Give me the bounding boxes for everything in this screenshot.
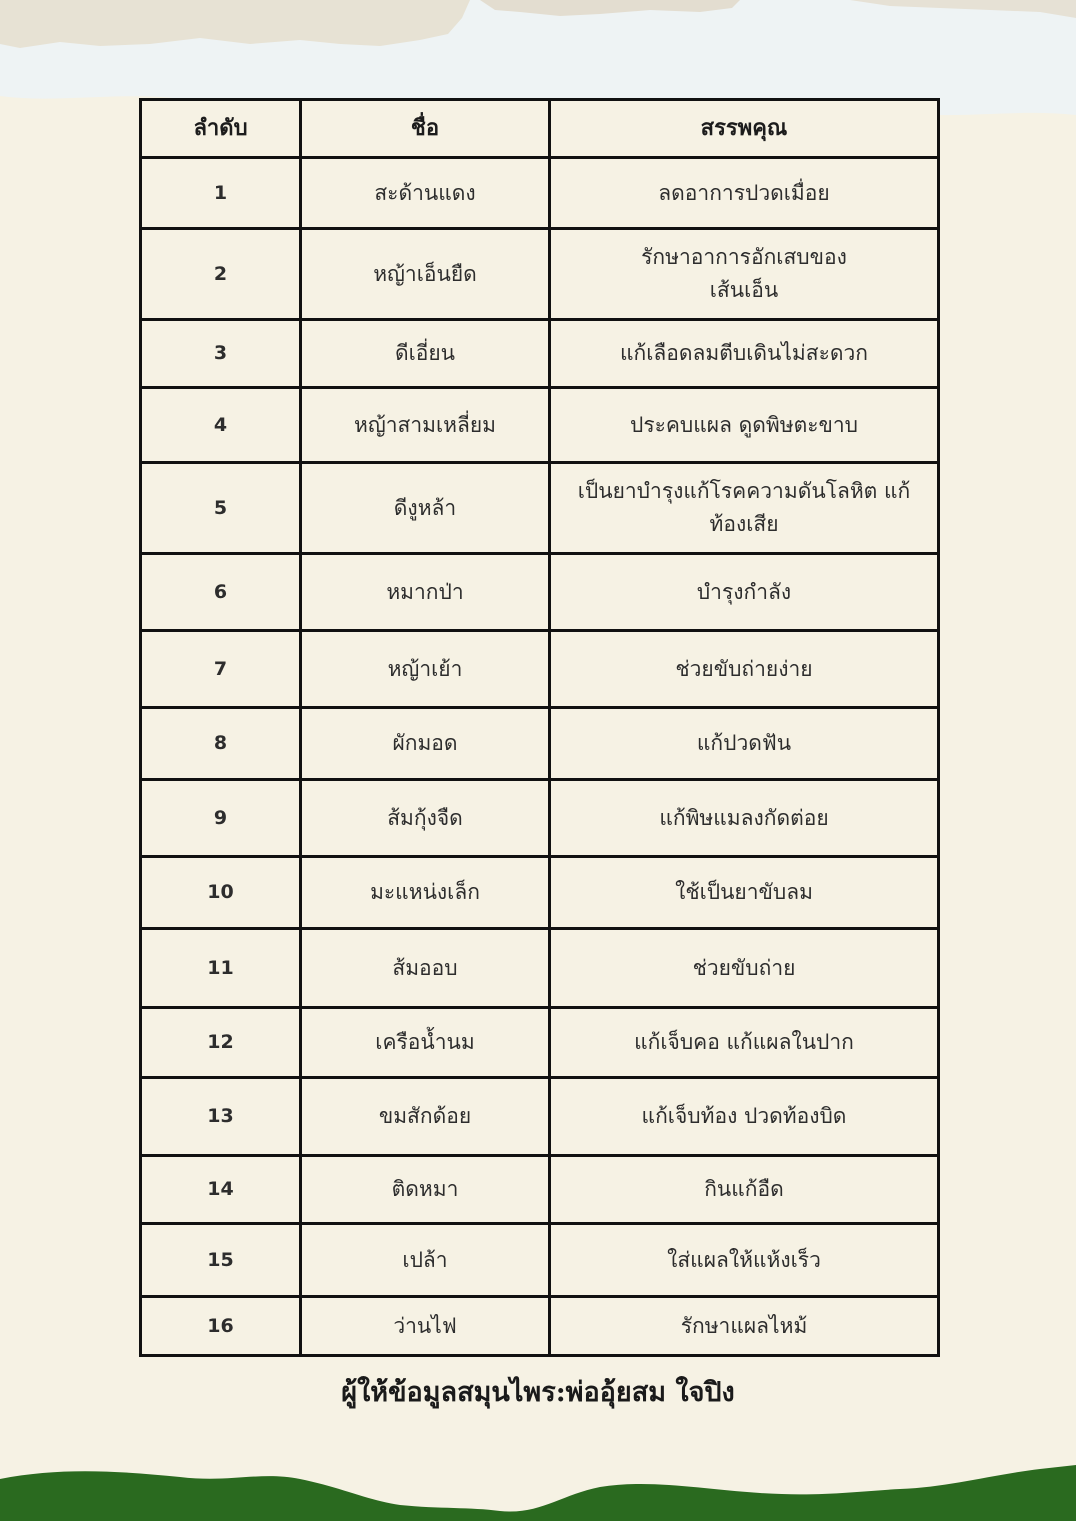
- row-number: 12: [141, 1008, 301, 1078]
- row-number: 7: [141, 631, 301, 708]
- table-row: [141, 158, 939, 229]
- row-number: 6: [141, 554, 301, 631]
- herb-table: [139, 98, 940, 1357]
- herb-name: หมากป่า: [301, 554, 550, 631]
- row-number: 10: [141, 857, 301, 929]
- row-number: 1: [141, 158, 301, 229]
- herb-property: แก้เลือดลมตีบเดินไม่สะดวก: [550, 320, 939, 388]
- table-row: [141, 1156, 939, 1224]
- herb-name: ติดหมา: [301, 1156, 550, 1224]
- herb-name: เปล้า: [301, 1224, 550, 1297]
- table-row: [141, 463, 939, 554]
- herb-property: แก้เจ็บท้อง ปวดท้องบิด: [550, 1078, 939, 1156]
- table-row: [141, 857, 939, 929]
- header-order: ลำดับ: [141, 100, 301, 158]
- herb-property: กินแก้อืด: [550, 1156, 939, 1224]
- herb-name: หญ้าเอ็นยืด: [301, 229, 550, 320]
- table-row: [141, 1078, 939, 1156]
- row-number: 14: [141, 1156, 301, 1224]
- table-row: [141, 554, 939, 631]
- herb-property: ช่วยขับถ่ายง่าย: [550, 631, 939, 708]
- herb-property: ประคบแผล ดูดพิษตะขาบ: [550, 388, 939, 463]
- table-row: [141, 780, 939, 857]
- herb-property: บำรุงกำลัง: [550, 554, 939, 631]
- informant-credit: ผู้ให้ข้อมูลสมุนไพร:พ่ออุ้ยสม ใจปิง: [341, 1377, 735, 1408]
- herb-name: เครือน้ำนม: [301, 1008, 550, 1078]
- herb-name: ส้มกุ้งจืด: [301, 780, 550, 857]
- table-row: [141, 1297, 939, 1356]
- row-number: 4: [141, 388, 301, 463]
- table-row: [141, 631, 939, 708]
- herb-name: หญ้าสามเหลี่ยม: [301, 388, 550, 463]
- herb-name: ดีเอี่ยน: [301, 320, 550, 388]
- table-row: [141, 708, 939, 780]
- herb-property: แก้พิษแมลงกัดต่อย: [550, 780, 939, 857]
- row-number: 11: [141, 929, 301, 1008]
- row-number: 13: [141, 1078, 301, 1156]
- row-number: 9: [141, 780, 301, 857]
- herb-name: มะแหน่งเล็ก: [301, 857, 550, 929]
- herb-name: ขมสักด้อย: [301, 1078, 550, 1156]
- herb-name: ดีงูหล้า: [301, 463, 550, 554]
- table-row: [141, 320, 939, 388]
- row-number: 2: [141, 229, 301, 320]
- herb-property: แก้เจ็บคอ แก้แผลในปาก: [550, 1008, 939, 1078]
- row-number: 3: [141, 320, 301, 388]
- herb-property: ช่วยขับถ่าย: [550, 929, 939, 1008]
- green-hills-footer-decoration: [0, 1461, 1076, 1521]
- table-row: [141, 388, 939, 463]
- herb-property: [550, 229, 939, 320]
- herb-property: ใส่แผลให้แห้งเร็ว: [550, 1224, 939, 1297]
- row-number: 15: [141, 1224, 301, 1297]
- herb-property: ลดอาการปวดเมื่อย: [550, 158, 939, 229]
- row-number: 16: [141, 1297, 301, 1356]
- herb-name: ส้มออบ: [301, 929, 550, 1008]
- herb-name: ผักมอด: [301, 708, 550, 780]
- header-property: สรรพคุณ: [550, 100, 939, 158]
- herb-name: ว่านไฟ: [301, 1297, 550, 1356]
- table-row: [141, 929, 939, 1008]
- herb-property: รักษาแผลไหม้: [550, 1297, 939, 1356]
- row-number: 8: [141, 708, 301, 780]
- table-header-row: [141, 100, 939, 158]
- table-row: [141, 229, 939, 320]
- herb-name: สะด้านแดง: [301, 158, 550, 229]
- herb-property: แก้ปวดฟัน: [550, 708, 939, 780]
- herb-property: ใช้เป็นยาขับลม: [550, 857, 939, 929]
- herb-property: เป็นยาบำรุงแก้โรคความดันโลหิต แก้ท้องเสีย: [550, 463, 939, 554]
- table-row: [141, 1008, 939, 1078]
- row-number: 5: [141, 463, 301, 554]
- table-row: [141, 1224, 939, 1297]
- herb-name: หญ้าเย้า: [301, 631, 550, 708]
- herb-property-text: รักษาอาการอักเสบของ เส้นเอ็น: [641, 245, 847, 302]
- header-name: ชื่อ: [301, 100, 550, 158]
